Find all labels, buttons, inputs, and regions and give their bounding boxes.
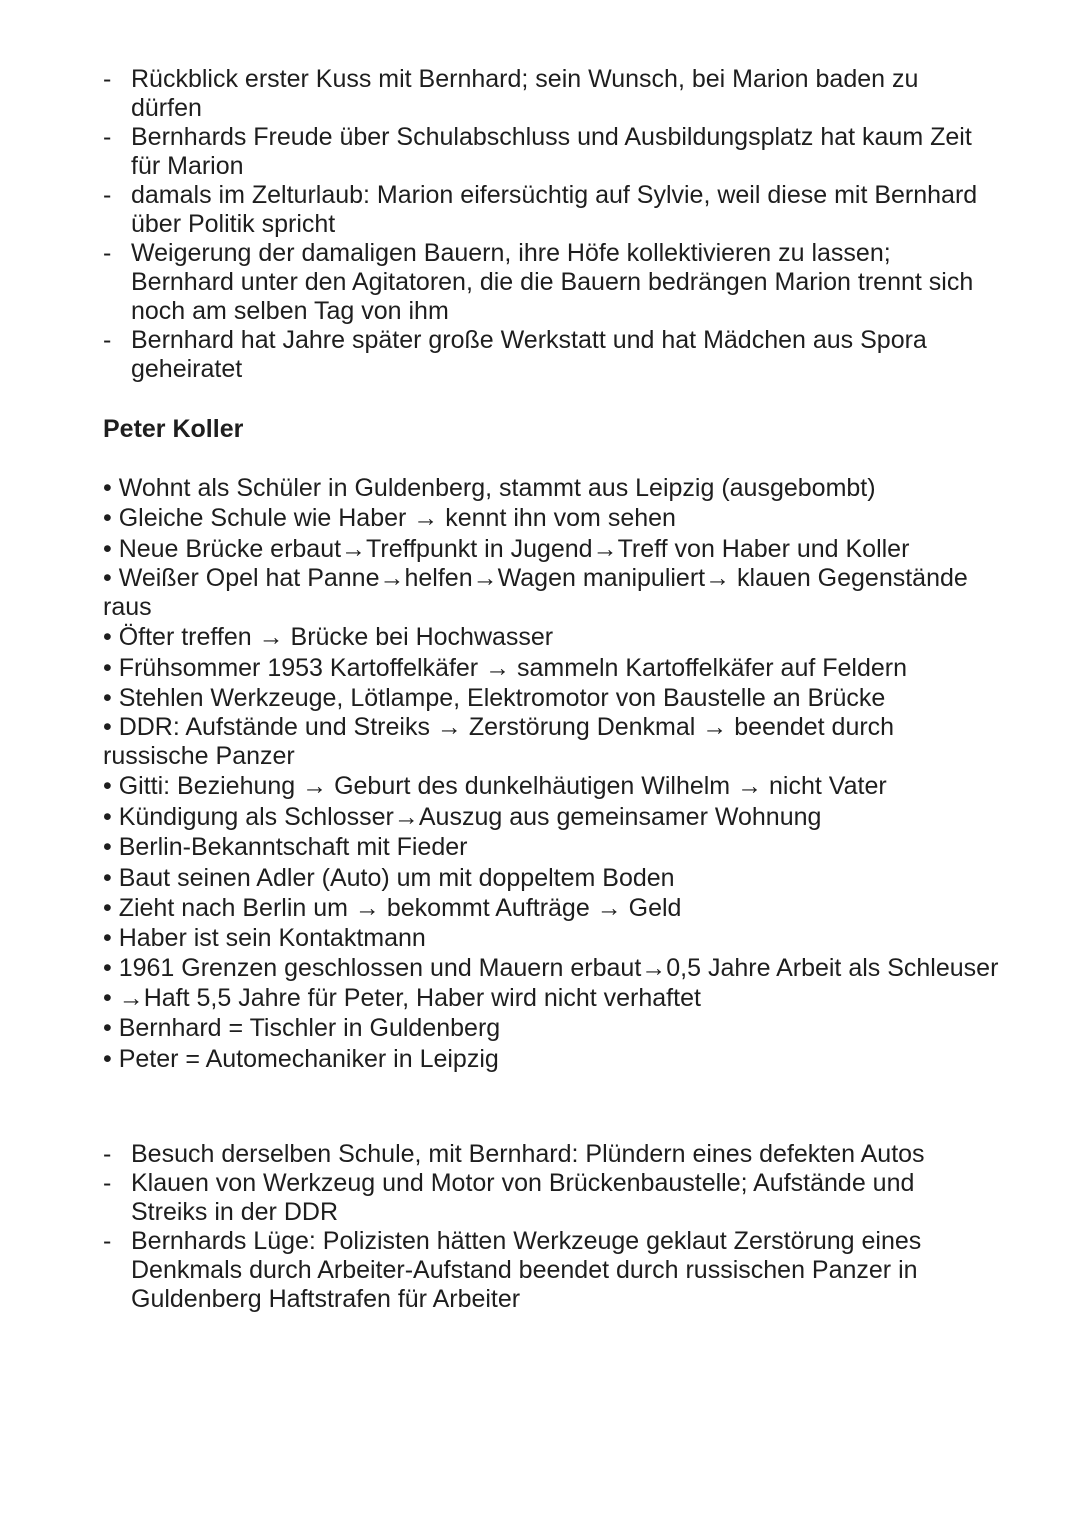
list-item: • Peter = Automechaniker in Leipzig [103, 1044, 499, 1073]
list-item: • Wohnt als Schüler in Guldenberg, stammt aus Leipzig (ausgebombt) [103, 474, 876, 502]
list-item: • Neue Brücke erbaut→Treffpunkt in Jugend→Treff von Haber und Koller [103, 534, 910, 563]
section-heading: Peter Koller [103, 415, 244, 443]
list-item: • Baut seinen Adler (Auto) um mit doppeltem Boden [103, 863, 675, 892]
list-item: • DDR: Aufstände und Streiks → Zerstörung Denkmal → beendet durch russische Panzer [103, 713, 895, 771]
peter-koller-bullet-list [103, 473, 1003, 1074]
list-item: • Gitti: Beziehung → Geburt des dunkelhäutigen Wilhelm → nicht Vater [103, 772, 887, 801]
list-item: • Stehlen Werkzeuge, Lötlampe, Elektromotor von Baustelle an Brücke [103, 684, 886, 713]
list-item: • Kündigung als Schlosser→Auszug aus gemeinsamer Wohnung [103, 802, 822, 831]
list-item: • Bernhard = Tischler in Guldenberg [103, 1014, 501, 1043]
list-item: • Berlin-Bekanntschaft mit Fieder [103, 833, 468, 862]
list-item: - Bernhards Freude über Schulabschluss und Ausbildungsplatz hat kaum Zeit für Marion [103, 123, 983, 181]
list-item: • Gleiche Schule wie Haber → kennt ihn vom sehen [103, 504, 676, 533]
list-item: • Frühsommer 1953 Kartoffelkäfer → sammeln Kartoffelkäfer auf Feldern [103, 653, 908, 682]
list-item: - Klauen von Werkzeug und Motor von Brückenbaustelle; Aufstände und Streiks in der DDR [103, 1169, 983, 1227]
list-item: - Besuch derselben Schule, mit Bernhard: Plündern eines defekten Autos [103, 1140, 983, 1169]
list-item: - Rückblick erster Kuss mit Bernhard; sein Wunsch, bei Marion baden zu dürfen [103, 65, 983, 123]
list-item: • Zieht nach Berlin um → bekommt Aufträge → Geld [103, 894, 682, 923]
list-item: • Haber ist sein Kontaktmann [103, 924, 426, 953]
list-item: - Bernhard hat Jahre später große Werkstatt und hat Mädchen aus Spora geheiratet [103, 326, 983, 384]
summary-list [103, 1140, 983, 1314]
list-item: • Weißer Opel hat Panne→helfen→Wagen manipuliert→ klauen Gegenstände raus [103, 564, 968, 622]
list-item: - damals im Zelturlaub: Marion eifersüchtig auf Sylvie, weil diese mit Bernhard über Politik spricht [103, 181, 983, 239]
list-item: • Öfter treffen → Brücke bei Hochwasser [103, 623, 554, 652]
list-item: • →Haft 5,5 Jahre für Peter, Haber wird nicht verhaftet [103, 983, 701, 1012]
list-item: • 1961 Grenzen geschlossen und Mauern erbaut→0,5 Jahre Arbeit als Schleuser [103, 953, 999, 982]
marion-notes-list [103, 65, 983, 384]
list-item: - Bernhards Lüge: Polizisten hätten Werkzeuge geklaut Zerstörung eines Denkmals durch Arbeiter-Aufstand beendet durch russischen Panzer in Guldenberg Haftstrafen für Arbeiter [103, 1227, 983, 1314]
list-item: - Weigerung der damaligen Bauern, ihre Höfe kollektivieren zu lassen; Bernhard unter den Agitatoren, die die Bauern bedrängen Marion trennt sich noch am selben Tag von ihm [103, 239, 983, 326]
